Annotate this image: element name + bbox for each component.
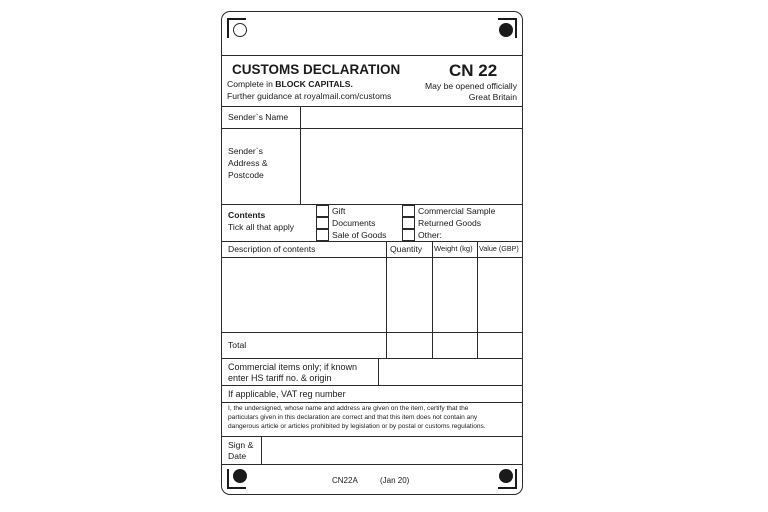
- option-sale-of-goods: Sale of Goods: [332, 230, 387, 240]
- sign-label-line-1: Sign &: [228, 440, 254, 450]
- footer-form-id: CN22A: [332, 476, 358, 485]
- punch-hole-icon: [233, 23, 247, 37]
- hs-tariff-label-line-1: Commercial items only; if known: [228, 362, 358, 372]
- sale-of-goods-checkbox[interactable]: [316, 229, 329, 241]
- sender-name-field[interactable]: [302, 108, 520, 127]
- hs-tariff-label-line-2: enter HS tariff no. & origin: [228, 373, 332, 383]
- country-label: Great Britain: [468, 92, 517, 102]
- total-label: Total: [228, 340, 247, 350]
- sender-address-label-line-1: Sender`s: [228, 146, 263, 156]
- sender-address-label-line-3: Postcode: [228, 170, 264, 180]
- option-gift: Gift: [332, 206, 346, 216]
- total-quantity-field[interactable]: [388, 334, 431, 357]
- registration-dot-icon: [233, 469, 247, 483]
- declaration-line-1: I, the undersigned, whose name and address are given on the item, certify that the: [228, 405, 469, 412]
- sender-address-label-line-2: Address &: [228, 158, 268, 168]
- description-field[interactable]: [223, 259, 385, 331]
- other-checkbox[interactable]: [402, 229, 415, 241]
- declaration-line-3: dangerous article or articles prohibited by legislation or by postal or customs regulations.: [228, 423, 486, 430]
- capitals-instruction: Complete in BLOCK CAPITALS.: [227, 79, 353, 89]
- registration-dot-icon: [499, 469, 513, 483]
- gift-checkbox[interactable]: [316, 205, 329, 217]
- sender-address-field[interactable]: [302, 130, 520, 203]
- option-other: Other:: [418, 230, 442, 240]
- value-header: Value (GBP): [479, 244, 519, 253]
- vat-label: If applicable, VAT reg number: [228, 389, 346, 399]
- option-returned-goods: Returned Goods: [418, 218, 482, 228]
- contents-heading: Contents: [228, 210, 266, 220]
- quantity-field[interactable]: [388, 259, 431, 331]
- total-weight-field[interactable]: [434, 334, 476, 357]
- sender-name-label: Sender`s Name: [228, 112, 289, 122]
- opened-officially-notice: May be opened officially: [424, 81, 517, 91]
- documents-checkbox[interactable]: [316, 217, 329, 229]
- form-code: CN 22: [449, 61, 498, 80]
- weight-field[interactable]: [434, 259, 476, 331]
- weight-header: Weight (kg): [434, 244, 473, 253]
- registration-dot-icon: [499, 23, 513, 37]
- sign-label-line-2: Date: [228, 451, 247, 461]
- cn22-form: [221, 11, 523, 495]
- total-value-field[interactable]: [479, 334, 521, 357]
- footer-edition: (Jan 20): [380, 476, 410, 485]
- guidance-text: Further guidance at royalmail.com/customs: [227, 91, 392, 101]
- value-field[interactable]: [479, 259, 521, 331]
- option-commercial-sample: Commercial Sample: [418, 206, 496, 216]
- option-documents: Documents: [332, 218, 376, 228]
- returned-goods-checkbox[interactable]: [402, 217, 415, 229]
- hs-tariff-field[interactable]: [380, 360, 521, 384]
- description-header: Description of contents: [228, 244, 316, 254]
- contents-hint: Tick all that apply: [228, 222, 295, 232]
- quantity-header: Quantity: [390, 244, 423, 254]
- declaration-line-2: particulars given in this declaration are correct and that this item does not contain any: [228, 414, 478, 421]
- commercial-sample-checkbox[interactable]: [402, 205, 415, 217]
- form-title: CUSTOMS DECLARATION: [232, 62, 401, 77]
- vat-field[interactable]: [362, 387, 521, 401]
- signature-date-field[interactable]: [263, 438, 521, 463]
